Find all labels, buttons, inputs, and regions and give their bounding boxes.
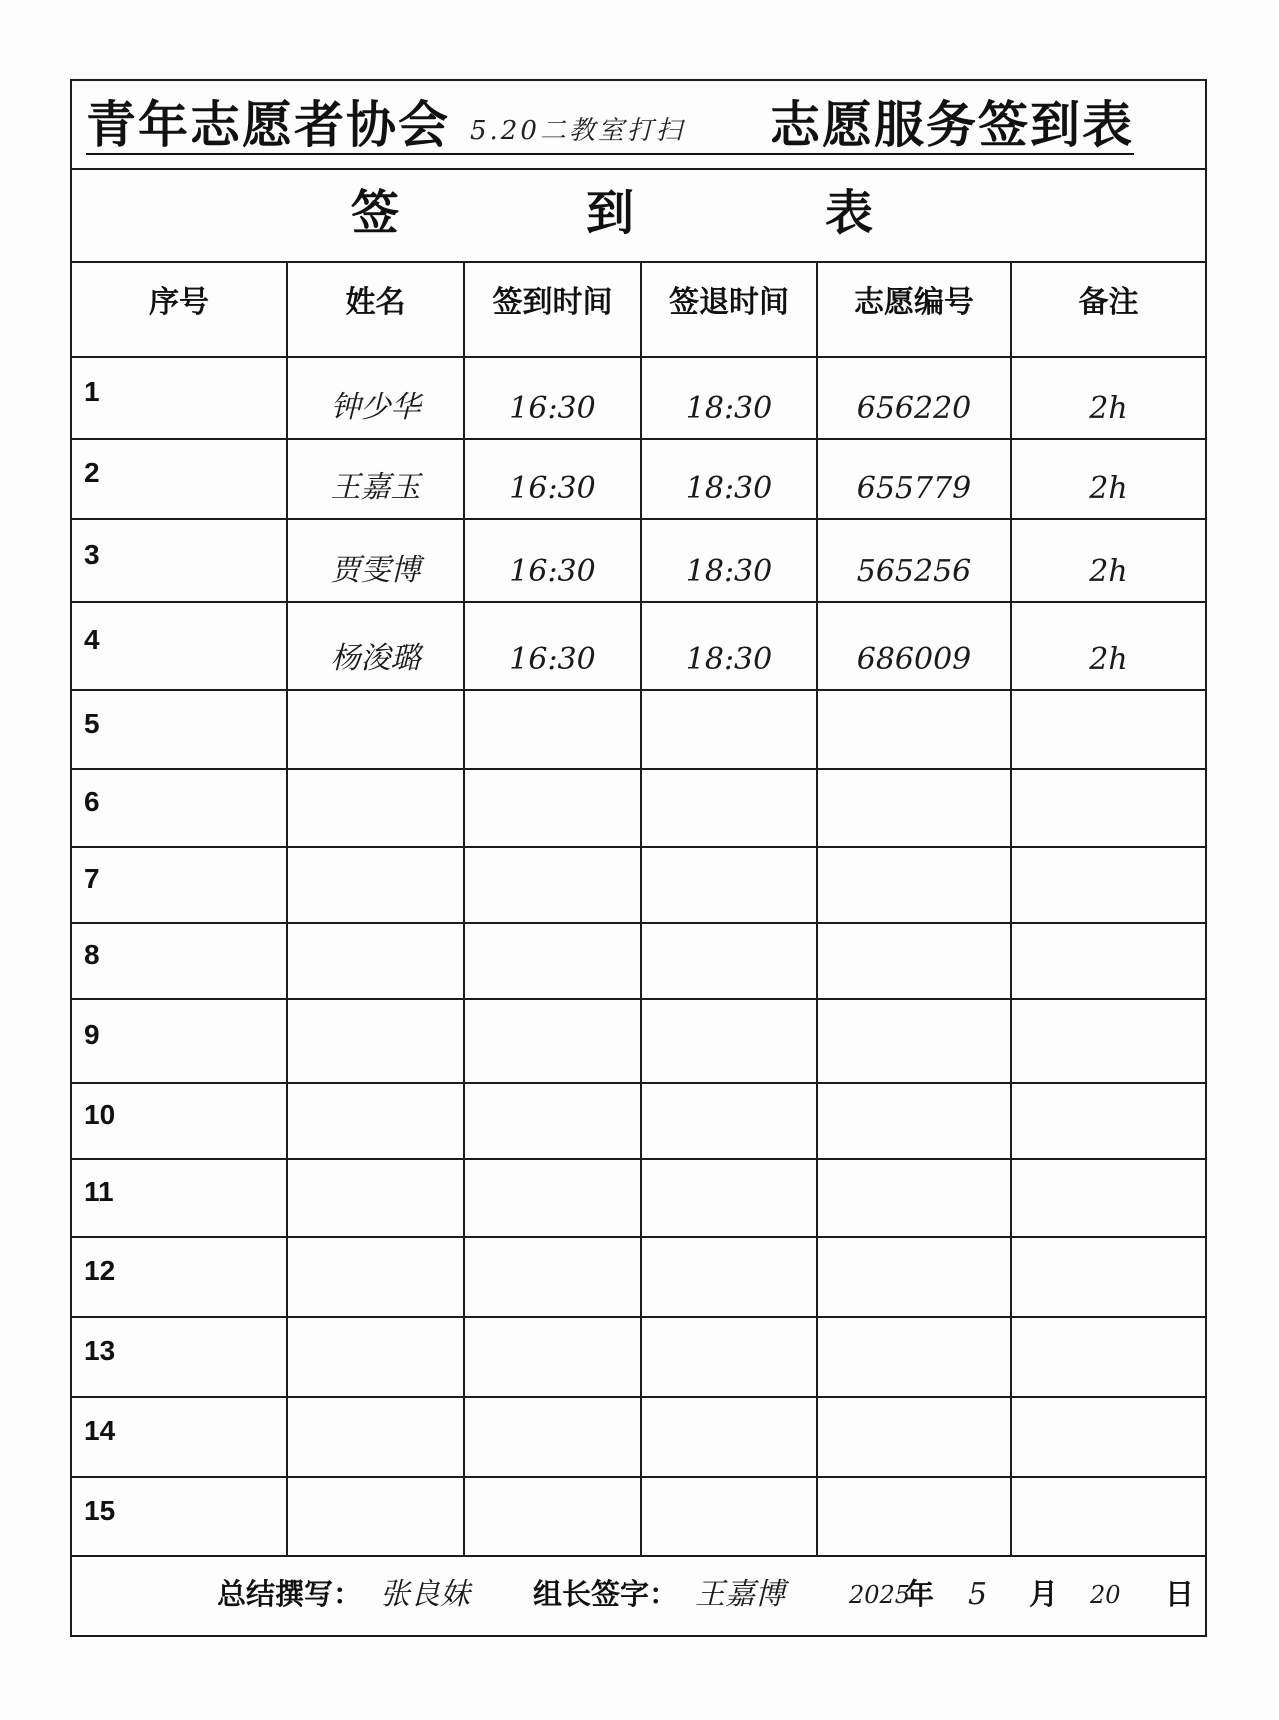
table-row: [72, 358, 1205, 440]
name-cell: 王嘉玉: [288, 440, 465, 518]
table-row: [72, 1478, 1205, 1557]
volunteer-id: 565256: [818, 520, 1012, 601]
note-cell: [1012, 1000, 1205, 1082]
sign-out-time: [642, 1398, 818, 1476]
name-cell: [288, 1238, 465, 1316]
row-number: 12: [72, 1238, 288, 1316]
name-cell: [288, 1160, 465, 1236]
title-underline: [86, 97, 1134, 155]
volunteer-id: [818, 924, 1012, 998]
sign-out-time: [642, 1318, 818, 1396]
row-number: 14: [72, 1398, 288, 1476]
table-row: [72, 1084, 1205, 1160]
date-day: 20: [1090, 1581, 1121, 1609]
volunteer-id: 686009: [818, 603, 1012, 689]
name-cell: [288, 924, 465, 998]
column-header-sign-out: 签退时间: [642, 263, 818, 356]
table-row: [72, 1160, 1205, 1238]
row-number: 9: [72, 1000, 288, 1082]
title-row: [72, 81, 1205, 170]
row-number: 3: [72, 520, 288, 601]
name-cell: 钟少华: [288, 358, 465, 438]
sign-out-time: 18:30: [642, 520, 818, 601]
heading-char: 到: [586, 187, 635, 240]
row-number: 2: [72, 440, 288, 518]
note-cell: [1012, 848, 1205, 922]
sign-out-time: 18:30: [642, 440, 818, 518]
sign-in-time: [465, 1160, 642, 1236]
volunteer-id: [818, 1478, 1012, 1555]
name-cell: [288, 1084, 465, 1158]
organization-name: 青年志愿者协会: [86, 97, 450, 153]
note-cell: [1012, 1398, 1205, 1476]
table-row: [72, 520, 1205, 603]
name-cell: 杨浚璐: [288, 603, 465, 689]
table-row: [72, 603, 1205, 691]
sign-in-time: 16:30: [465, 603, 642, 689]
volunteer-id: 655779: [818, 440, 1012, 518]
sign-out-time: 18:30: [642, 358, 818, 438]
note-cell: 2h: [1089, 642, 1128, 677]
row-number: 10: [72, 1084, 288, 1158]
note-cell: 2h: [1089, 554, 1128, 589]
sign-out-time: [642, 691, 818, 768]
column-header-note: 备注: [1078, 285, 1139, 319]
table-row: [72, 924, 1205, 1000]
summary-writer-label: 总结撰写：: [217, 1579, 363, 1611]
name-cell: [288, 691, 465, 768]
sign-in-sheet: [70, 79, 1207, 1637]
column-header-sign-in: 签到时间: [465, 263, 642, 356]
sign-in-time: 16:30: [465, 358, 642, 438]
sign-in-time: [465, 1398, 642, 1476]
volunteer-id: [818, 1238, 1012, 1316]
name-cell: [288, 1478, 465, 1555]
column-header-volunteer-id: 志愿编号: [818, 263, 1012, 356]
volunteer-id: [818, 770, 1012, 846]
table-row: [72, 1318, 1205, 1398]
volunteer-id: [818, 1160, 1012, 1236]
name-cell: [288, 770, 465, 846]
sign-in-time: [465, 924, 642, 998]
sign-in-time: 16:30: [465, 520, 642, 601]
name-cell: [288, 1398, 465, 1476]
note-cell: [1012, 924, 1205, 998]
sign-in-time: [465, 1000, 642, 1082]
name-cell: 贾雯博: [288, 520, 465, 601]
table-row: [72, 770, 1205, 848]
sign-in-time: [465, 770, 642, 846]
sign-in-time: [465, 1318, 642, 1396]
table-row: [72, 1238, 1205, 1318]
row-number: 8: [72, 924, 288, 998]
leader-signature: 王嘉博: [695, 1577, 785, 1612]
heading-char: 签: [351, 187, 400, 240]
date-month-label: 月: [1029, 1579, 1059, 1611]
sign-in-time: [465, 848, 642, 922]
form-name: 志愿服务签到表: [770, 97, 1134, 153]
note-cell: [1012, 770, 1205, 846]
sign-out-time: [642, 1084, 818, 1158]
row-number: 11: [72, 1160, 288, 1236]
table-row: [72, 848, 1205, 924]
volunteer-id: [818, 1398, 1012, 1476]
volunteer-id: [818, 1318, 1012, 1396]
column-header-name: 姓名: [288, 263, 465, 356]
row-number: 1: [72, 358, 288, 438]
volunteer-id: [818, 691, 1012, 768]
column-header-number: 序号: [72, 263, 288, 356]
volunteer-id: 656220: [818, 358, 1012, 438]
sheet-heading: [72, 170, 1205, 263]
row-number: 4: [72, 603, 288, 689]
note-cell: 2h: [1089, 391, 1128, 426]
date-month: 5: [968, 1577, 988, 1612]
sign-out-time: [642, 1238, 818, 1316]
sign-out-time: [642, 1160, 818, 1236]
note-cell: [1012, 1160, 1205, 1236]
row-number: 15: [72, 1478, 288, 1555]
name-cell: [288, 1000, 465, 1082]
leader-signature-label: 组长签字：: [533, 1579, 679, 1611]
note-cell: [1012, 1318, 1205, 1396]
sign-in-time: [465, 1478, 642, 1555]
sign-out-time: [642, 1478, 818, 1555]
footer-row: [72, 1557, 1205, 1635]
sign-out-time: [642, 848, 818, 922]
table-row: [72, 1000, 1205, 1084]
date-day-label: 日: [1165, 1579, 1195, 1611]
sign-in-time: [465, 1084, 642, 1158]
volunteer-id: [818, 848, 1012, 922]
heading-char: 表: [825, 187, 874, 240]
table-row: [72, 440, 1205, 520]
note-cell: [1012, 1238, 1205, 1316]
row-number: 5: [72, 691, 288, 768]
note-cell: 2h: [1089, 471, 1128, 506]
sign-in-time: [465, 691, 642, 768]
table-row: [72, 691, 1205, 770]
event-description: 5.20二教室打扫: [470, 116, 685, 146]
row-number: 7: [72, 848, 288, 922]
row-number: 13: [72, 1318, 288, 1396]
sign-out-time: 18:30: [642, 603, 818, 689]
note-cell: [1012, 691, 1205, 768]
row-number: 6: [72, 770, 288, 846]
date-year: 2025: [849, 1581, 911, 1609]
note-cell: [1012, 1478, 1205, 1555]
volunteer-id: [818, 1000, 1012, 1082]
name-cell: [288, 1318, 465, 1396]
name-cell: [288, 848, 465, 922]
table-row: [72, 1398, 1205, 1478]
date-year-label: 年: [905, 1579, 935, 1611]
sign-out-time: [642, 770, 818, 846]
column-header-row: [72, 263, 1205, 358]
sign-in-time: 16:30: [465, 440, 642, 518]
note-cell: [1012, 1084, 1205, 1158]
sign-out-time: [642, 924, 818, 998]
summary-writer-signature: 张良妹: [380, 1577, 470, 1612]
sign-out-time: [642, 1000, 818, 1082]
volunteer-id: [818, 1084, 1012, 1158]
sign-in-time: [465, 1238, 642, 1316]
